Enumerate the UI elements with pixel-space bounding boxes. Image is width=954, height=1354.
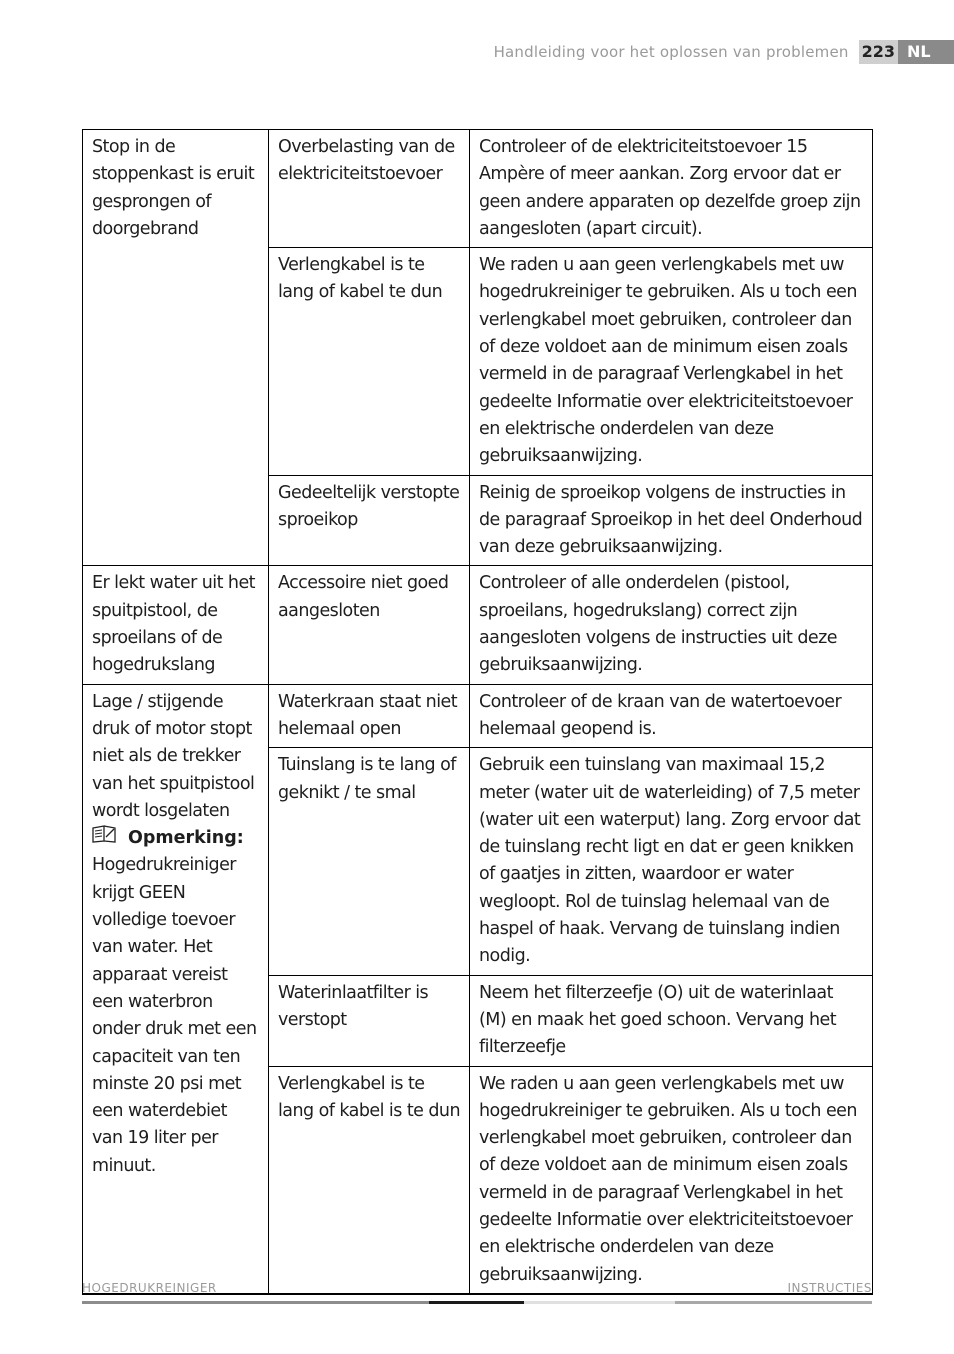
solution-cell: Reinig de sproeikop volgens de instructies in de paragraaf Sproeikop in het deel Onderhoud van deze gebruiksaanwijzing.: [470, 475, 873, 566]
solution-cell: We raden u aan geen verlengkabels met uw hogedrukreiniger te gebruiken. Als u toch een verlengkabel moet gebruiken, controleer dan of deze voldoet aan de minimum eisen zoals vermeld in de paragraaf Verlengkabel in het gedeelte Informatie over elektriciteitstoevoer en elektrische onderdelen van deze gebruiksaanwijzing.: [470, 248, 873, 475]
header-title: Handleiding voor het oplossen van problemen: [493, 43, 849, 61]
solution-cell: Controleer of de kraan van de watertoevoer helemaal geopend is.: [470, 684, 873, 748]
symptom-cell: Er lekt water uit het spuitpistool, de sproeilans of de hogedrukslang: [83, 566, 269, 684]
solution-cell: Gebruik een tuinslang van maximaal 15,2 meter (water uit de waterleiding) of 7,5 meter (water uit een waterput) lang. Zorg ervoor dat de tuinslang recht ligt en dat er geen knikken of gaatjes in zitten, waardoor er water wegloopt. Rol de tuinslag helemaal van de haspel of haak. Vervang de tuinslang indien nodig.: [470, 748, 873, 975]
cause-cell: Verlengkabel is te lang of kabel is te dun: [269, 1066, 470, 1294]
note-book-icon: [92, 825, 118, 852]
footer-bar-segment: [675, 1301, 872, 1304]
cause-cell: Overbelasting van de elektriciteitstoevoer: [269, 130, 470, 248]
solution-cell: Controleer of de elektriciteitstoevoer 15 Ampère of meer aankan. Zorg ervoor dat er geen andere apparaten op dezelfde groep zijn aangesloten (apart circuit).: [470, 130, 873, 248]
footer-left-label: HOGEDRUKREINIGER: [82, 1281, 217, 1295]
language-badge: NL: [898, 40, 954, 64]
footer-bar: [82, 1301, 872, 1304]
table-row: [83, 684, 873, 748]
note-text: Hogedrukreiniger krijgt GEEN volledige toevoer van water. Het apparaat vereist een waterbron onder druk met een capaciteit van ten minste 20 psi met een waterdebiet van 19 liter per minuut.: [92, 855, 257, 1176]
solution-cell: Neem het filterzeefje (O) uit de waterinlaat (M) en maak het goed schoon. Vervang het filterzeefje: [470, 975, 873, 1066]
cause-cell: Verlengkabel is te lang of kabel te dun: [269, 248, 470, 475]
cause-cell: Waterinlaatfilter is verstopt: [269, 975, 470, 1066]
footer-bar-segment: [524, 1301, 675, 1304]
troubleshooting-table: [82, 129, 873, 1295]
footer-bar-segment: [429, 1301, 524, 1304]
footer-right-label: INSTRUCTIES: [787, 1281, 872, 1295]
symptom-cell: [83, 684, 269, 1294]
page-header: [494, 40, 954, 64]
symptom-text: Lage / stijgende druk of motor stopt niet als de trekker van het spuitpistool wordt losgelaten: [92, 691, 255, 821]
note-heading: [92, 825, 259, 852]
cause-cell: Gedeeltelijk verstopte sproeikop: [269, 475, 470, 566]
solution-cell: Controleer of alle onderdelen (pistool, sproeilans, hogedrukslang) correct zijn aangesloten volgens de instructies uit deze gebruiksaanwijzing.: [470, 566, 873, 684]
symptom-cell: Stop in de stoppenkast is eruit gesprongen of doorgebrand: [83, 130, 269, 566]
table-row: [83, 566, 873, 684]
cause-cell: Accessoire niet goed aangesloten: [269, 566, 470, 684]
footer-bar-segment: [82, 1301, 429, 1304]
solution-cell: We raden u aan geen verlengkabels met uw hogedrukreiniger te gebruiken. Als u toch een verlengkabel moet gebruiken, controleer dan of deze voldoet aan de minimum eisen zoals vermeld in de paragraaf Verlengkabel in het gedeelte Informatie over elektriciteitstoevoer en elektrische onderdelen van deze gebruiksaanwijzing.: [470, 1066, 873, 1294]
cause-cell: Tuinslang is te lang of geknikt / te smal: [269, 748, 470, 975]
table-row: [83, 130, 873, 248]
note-label: Opmerking:: [128, 828, 244, 849]
cause-cell: Waterkraan staat niet helemaal open: [269, 684, 470, 748]
page-number: 223: [859, 40, 898, 64]
